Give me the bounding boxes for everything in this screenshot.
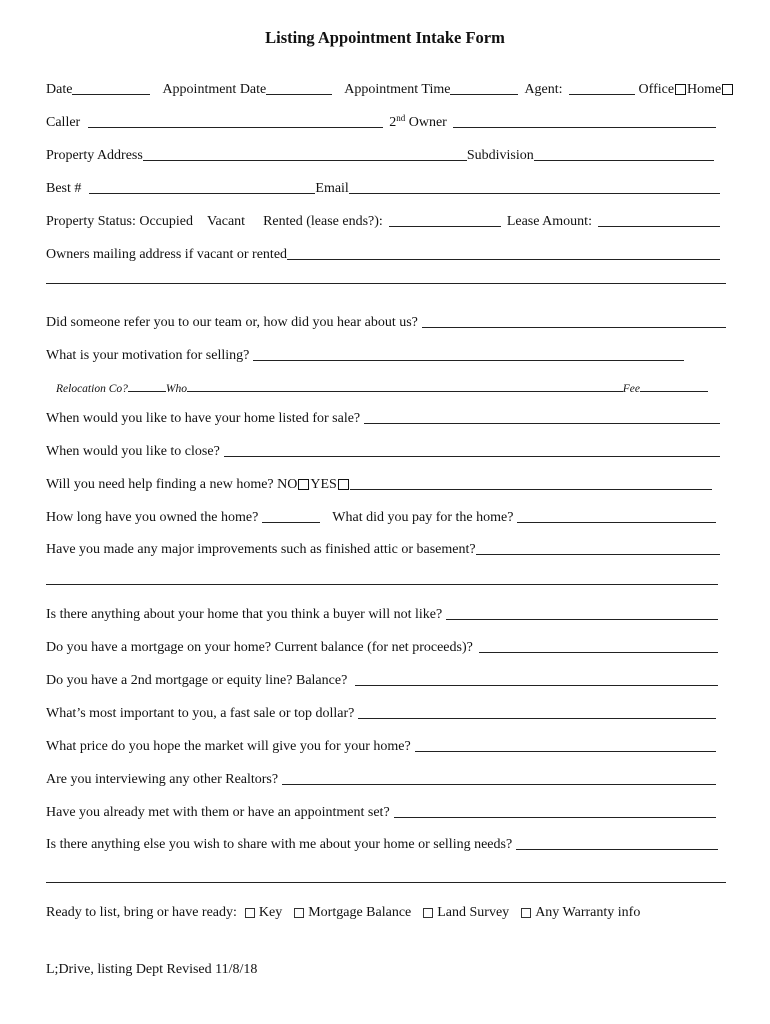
- row-address: [46, 144, 726, 164]
- close-question: When would you like to close?: [46, 444, 220, 459]
- agent-field[interactable]: [569, 80, 635, 95]
- property-address-field[interactable]: [143, 146, 467, 161]
- row-contact: [46, 177, 726, 197]
- row-owned: [46, 506, 726, 526]
- mailing-address-field[interactable]: [287, 245, 720, 260]
- lease-amount-field[interactable]: [598, 212, 720, 227]
- no-checkbox[interactable]: [298, 479, 309, 490]
- interview-answer-field[interactable]: [282, 770, 716, 785]
- property-status-label: Property Status: Occupied: [46, 214, 193, 229]
- fee-label: Fee: [622, 383, 640, 395]
- row-buyer: [46, 603, 726, 623]
- warranty-item: Any Warranty info: [535, 905, 641, 920]
- second-owner-label: 2nd Owner: [389, 113, 447, 130]
- mortgage-balance-item: Mortgage Balance: [308, 905, 412, 920]
- motivation-question: What is your motivation for selling?: [46, 348, 250, 363]
- second-mortgage-question: Do you have a 2nd mortgage or equity line? Balance?: [46, 673, 348, 688]
- ready-label: Ready to list, bring or have ready:: [46, 905, 237, 920]
- form-title: Listing Appointment Intake Form: [265, 28, 505, 47]
- row-close: [46, 440, 726, 460]
- fee-field[interactable]: [640, 377, 708, 392]
- important-question: What’s most important to you, a fast sale or top dollar?: [46, 706, 355, 721]
- subdivision-label: Subdivision: [466, 148, 534, 163]
- appointment-date-label: Appointment Date: [162, 82, 267, 97]
- price-question: What price do you hope the market will give you for your home?: [46, 739, 411, 754]
- key-item: Key: [258, 905, 283, 920]
- best-number-field[interactable]: [89, 179, 315, 194]
- help-answer-field[interactable]: [350, 475, 712, 490]
- agent-label: Agent:: [524, 82, 563, 97]
- yes-checkbox[interactable]: [338, 479, 349, 490]
- row-mailing: [46, 243, 726, 263]
- row-mortgage: [46, 636, 726, 656]
- row-property-status: [46, 210, 726, 230]
- second-mortgage-answer-field[interactable]: [355, 671, 718, 686]
- refer-answer-field[interactable]: [422, 313, 726, 328]
- important-answer-field[interactable]: [358, 704, 716, 719]
- vacant-option[interactable]: Vacant: [206, 214, 246, 229]
- second-owner-field[interactable]: [453, 113, 716, 128]
- appointment-time-field[interactable]: [450, 80, 518, 95]
- row-met: [46, 801, 726, 821]
- date-field[interactable]: [72, 80, 150, 95]
- land-survey-item: Land Survey: [437, 905, 510, 920]
- buyer-question: Is there anything about your home that you think a buyer will not like?: [46, 607, 443, 622]
- interview-question: Are you interviewing any other Realtors?: [46, 772, 279, 787]
- row-important: [46, 702, 726, 722]
- row-interview: [46, 768, 726, 788]
- appointment-date-field[interactable]: [266, 80, 332, 95]
- land-survey-checkbox[interactable]: [423, 908, 433, 918]
- warranty-checkbox[interactable]: [521, 908, 531, 918]
- best-number-label: Best #: [46, 181, 82, 196]
- row-help: [46, 473, 726, 493]
- met-answer-field[interactable]: [394, 803, 716, 818]
- row-caller: [46, 111, 726, 131]
- row-price: [46, 735, 726, 755]
- lease-ends-field[interactable]: [389, 212, 501, 227]
- share-line-2[interactable]: [46, 882, 726, 883]
- row-motivation: [46, 344, 726, 364]
- relocation-label: Relocation Co?: [56, 383, 128, 395]
- row-second-mortgage: [46, 669, 726, 689]
- listed-question: When would you like to have your home listed for sale?: [46, 411, 361, 426]
- row-relocation: [56, 375, 708, 395]
- share-answer-field[interactable]: [516, 835, 718, 850]
- improvements-question: Have you made any major improvements such as finished attic or basement?: [46, 542, 476, 557]
- mortgage-answer-field[interactable]: [479, 638, 718, 653]
- date-label: Date: [46, 82, 73, 97]
- caller-field[interactable]: [88, 113, 383, 128]
- rented-label: Rented (lease ends?):: [263, 214, 383, 229]
- owned-question: How long have you owned the home?: [46, 510, 259, 525]
- paid-answer-field[interactable]: [517, 508, 716, 523]
- yes-label: YES: [310, 477, 337, 492]
- price-answer-field[interactable]: [415, 737, 716, 752]
- row-listed: [46, 407, 726, 427]
- subdivision-field[interactable]: [534, 146, 714, 161]
- owned-answer-field[interactable]: [262, 508, 320, 523]
- lease-amount-label: Lease Amount:: [506, 214, 592, 229]
- met-question: Have you already met with them or have an appointment set?: [46, 805, 390, 820]
- row-dates: [46, 78, 726, 98]
- listed-answer-field[interactable]: [364, 409, 720, 424]
- paid-question: What did you pay for the home?: [332, 510, 514, 525]
- buyer-answer-field[interactable]: [446, 605, 718, 620]
- office-checkbox[interactable]: [675, 84, 686, 95]
- mailing-address-line-2[interactable]: [46, 283, 726, 284]
- help-question: Will you need help finding a new home? NO: [46, 477, 298, 492]
- mailing-address-label: Owners mailing address if vacant or rented: [46, 247, 288, 262]
- home-checkbox[interactable]: [722, 84, 733, 95]
- home-label: Home: [687, 82, 722, 97]
- improvements-answer-field[interactable]: [476, 540, 720, 555]
- who-field[interactable]: [187, 377, 623, 392]
- row-improvements: [46, 538, 726, 558]
- email-field[interactable]: [349, 179, 720, 194]
- refer-question: Did someone refer you to our team or, how did you hear about us?: [46, 315, 418, 330]
- mortgage-balance-checkbox[interactable]: [294, 908, 304, 918]
- appointment-time-label: Appointment Time: [344, 82, 451, 97]
- footer-revision: L;Drive, listing Dept Revised 11/8/18: [46, 962, 258, 977]
- property-address-label: Property Address: [46, 148, 143, 163]
- caller-label: Caller: [46, 115, 81, 130]
- row-refer: [46, 311, 726, 331]
- close-answer-field[interactable]: [224, 442, 720, 457]
- row-ready: [46, 901, 726, 921]
- office-label: Office: [638, 82, 675, 97]
- row-share: [46, 833, 726, 853]
- key-checkbox[interactable]: [245, 908, 255, 918]
- improvements-line-2[interactable]: [46, 584, 718, 585]
- email-label: Email: [315, 181, 349, 196]
- share-question: Is there anything else you wish to share with me about your home or selling needs?: [46, 837, 513, 852]
- motivation-answer-field[interactable]: [253, 346, 684, 361]
- mortgage-question: Do you have a mortgage on your home? Current balance (for net proceeds)?: [46, 640, 473, 655]
- who-label: Who: [165, 383, 187, 395]
- relocation-field[interactable]: [128, 377, 166, 392]
